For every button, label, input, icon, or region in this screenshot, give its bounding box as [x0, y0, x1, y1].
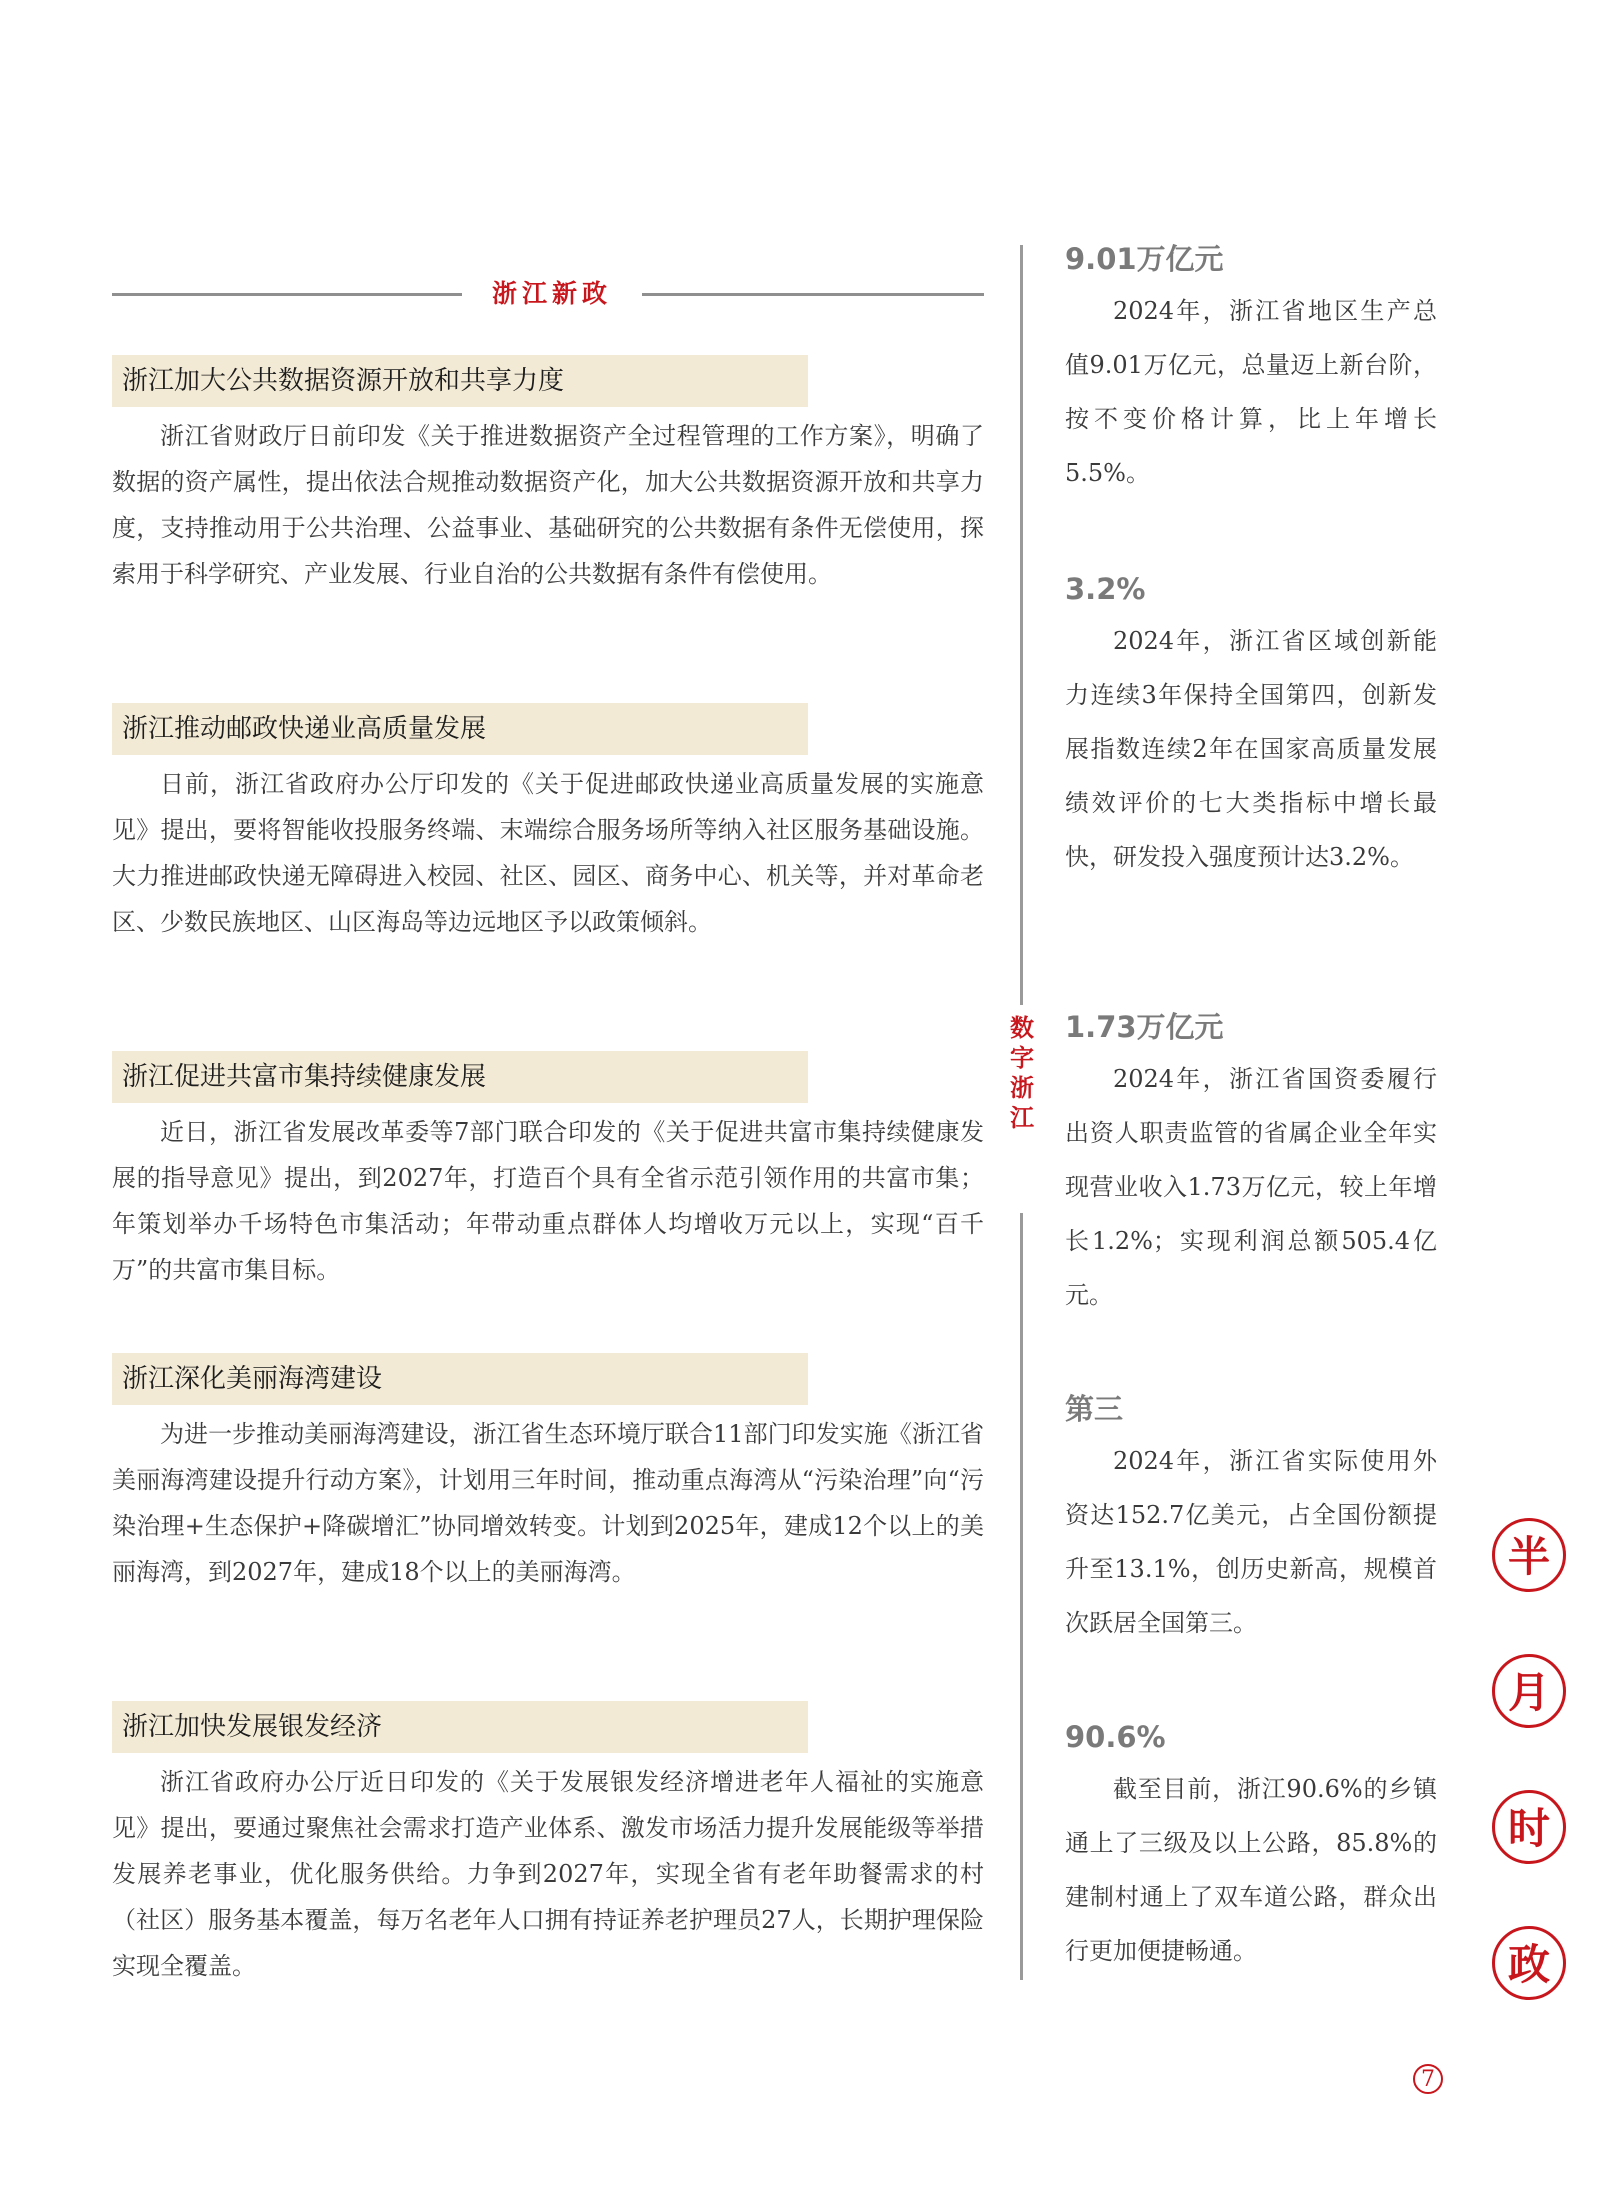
stat-figure: 3.2% [1065, 572, 1146, 606]
stat-block [1065, 238, 1437, 568]
section-title: 浙江新政 [462, 280, 642, 308]
stat-text: 2024年，浙江省地区生产总值9.01万亿元，总量迈上新台阶，按不变价格计算，比上年增长5.5%。 [1065, 297, 1437, 487]
stat-text: 截至目前，浙江90.6%的乡镇通上了三级及以上公路，85.8%的建制村通上了双车道公路，群众出行更加便捷畅通。 [1065, 1775, 1437, 1965]
article [112, 703, 984, 1051]
stat-block [1065, 568, 1437, 1006]
column-seal-char: 半 [1492, 1518, 1566, 1592]
stat-figure: 1.73万亿元 [1065, 1010, 1224, 1044]
column-seal-char: 时 [1492, 1790, 1566, 1864]
article-title: 浙江推动邮政快递业高质量发展 [112, 703, 808, 755]
stat-figure: 第三 [1065, 1392, 1124, 1426]
column-seal-char: 政 [1492, 1926, 1566, 2000]
article-body: 日前，浙江省政府办公厅印发的《关于促进邮政快递业高质量发展的实施意见》提出，要将智能收投服务终端、末端综合服务场所等纳入社区服务基础设施。大力推进邮政快递无障碍进入校园、社区、园区、商务中心、机关等，并对革命老区、少数民族地区、山区海岛等边远地区予以政策倾斜。 [112, 770, 984, 936]
article-body: 为进一步推动美丽海湾建设，浙江省生态环境厅联合11部门印发实施《浙江省美丽海湾建设提升行动方案》，计划用三年时间，推动重点海湾从“污染治理”向“污染治理+生态保护+降碳增汇”协同增效转变。计划到2025年，建成12个以上的美丽海湾，到2027年，建成18个以上的美丽海湾。 [112, 1420, 984, 1586]
article [112, 1353, 984, 1701]
article [112, 355, 984, 703]
article-title: 浙江加大公共数据资源开放和共享力度 [112, 355, 808, 407]
article-title: 浙江深化美丽海湾建设 [112, 1353, 808, 1405]
article [112, 1701, 984, 2049]
column-seal-char: 月 [1492, 1654, 1566, 1728]
article-body: 近日，浙江省发展改革委等7部门联合印发的《关于促进共富市集持续健康发展的指导意见》提出，到2027年，打造百个具有全省示范引领作用的共富市集；年策划举办千场特色市集活动；年带动重点群体人均增收万元以上，实现“百千万”的共富市集目标。 [112, 1118, 984, 1284]
stat-block [1065, 1716, 1437, 2016]
stat-figure: 9.01万亿元 [1065, 242, 1224, 276]
article-title: 浙江促进共富市集持续健康发展 [112, 1051, 808, 1103]
article-body: 浙江省财政厅日前印发《关于推进数据资产全过程管理的工作方案》，明确了数据的资产属性，提出依法合规推动数据资产化，加大公共数据资源开放和共享力度，支持推动用于公共治理、公益事业、基础研究的公共数据有条件无偿使用，探索用于科学研究、产业发展、行业自治的公共数据有条件有偿使用。 [112, 422, 984, 588]
stats-column [1065, 238, 1437, 2016]
article [112, 1051, 984, 1353]
stat-text: 2024年，浙江省国资委履行出资人职责监管的省属企业全年实现营业收入1.73万亿元，较上年增长1.2%；实现利润总额505.4亿元。 [1065, 1065, 1437, 1309]
section-header [112, 280, 984, 308]
stat-figure: 90.6% [1065, 1720, 1166, 1754]
stat-block [1065, 1388, 1437, 1716]
article-title: 浙江加快发展银发经济 [112, 1701, 808, 1753]
stat-block [1065, 1006, 1437, 1388]
side-tab-label: 数字浙江 [1004, 1005, 1040, 1213]
page-number: 7 [1413, 2064, 1443, 2094]
article-body: 浙江省政府办公厅近日印发的《关于发展银发经济增进老年人福祉的实施意见》提出，要通过聚焦社会需求打造产业体系、激发市场活力提升发展能级等举措发展养老事业，优化服务供给。力争到2027年，实现全省有老年助餐需求的村（社区）服务基本覆盖，每万名老年人口拥有持证养老护理员27人，长期护理保险实现全覆盖。 [112, 1768, 984, 1980]
stat-text: 2024年，浙江省实际使用外资达152.7亿美元，占全国份额提升至13.1%，创历史新高，规模首次跃居全国第三。 [1065, 1447, 1437, 1637]
stat-text: 2024年，浙江省区域创新能力连续3年保持全国第四，创新发展指数连续2年在国家高质量发展绩效评价的七大类指标中增长最快，研发投入强度预计达3.2%。 [1065, 627, 1437, 871]
news-column [112, 355, 984, 2049]
